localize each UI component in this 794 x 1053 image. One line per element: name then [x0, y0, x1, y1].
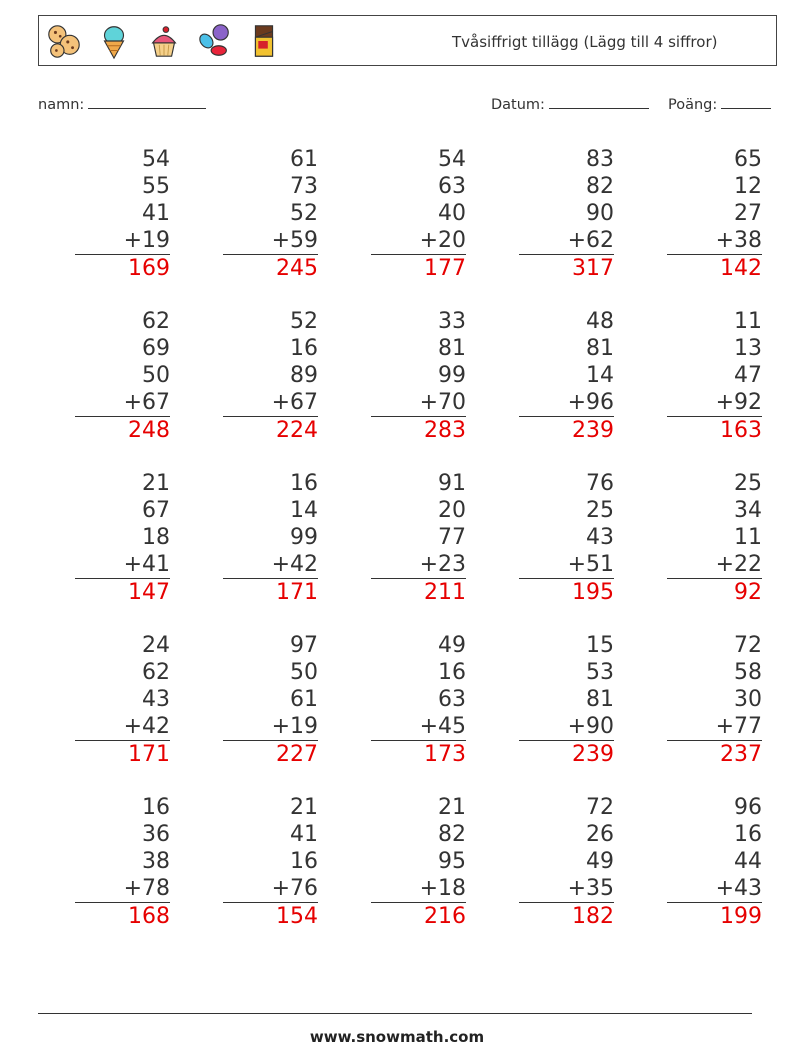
addition-problem — [371, 794, 466, 956]
addition-problem — [519, 470, 614, 632]
addend: 63 — [438, 174, 466, 199]
answer: 154 — [276, 904, 318, 929]
addition-problem — [223, 470, 318, 632]
addend: 63 — [438, 687, 466, 712]
addition-problem — [519, 632, 614, 794]
answer: 239 — [572, 418, 614, 443]
addend: 62 — [142, 660, 170, 685]
last-addend: +42 — [223, 551, 318, 579]
addend: 24 — [142, 633, 170, 658]
addition-problem — [371, 632, 466, 794]
addend: 48 — [586, 309, 614, 334]
addition-problem — [667, 794, 762, 956]
answer: 211 — [424, 580, 466, 605]
addend: 16 — [734, 822, 762, 847]
addend: 77 — [438, 525, 466, 550]
addend: 67 — [142, 498, 170, 523]
answer: 169 — [128, 256, 170, 281]
addend: 52 — [290, 309, 318, 334]
addend: 13 — [734, 336, 762, 361]
addition-problem — [223, 146, 318, 308]
addend: 34 — [734, 498, 762, 523]
answer: 142 — [720, 256, 762, 281]
last-addend: +76 — [223, 875, 318, 903]
last-addend: +77 — [667, 713, 762, 741]
addend: 54 — [142, 147, 170, 172]
answer: 163 — [720, 418, 762, 443]
footer-website: www.snowmath.com — [309, 1028, 485, 1046]
addend: 14 — [586, 363, 614, 388]
addend: 83 — [586, 147, 614, 172]
addend: 82 — [586, 174, 614, 199]
answer: 168 — [128, 904, 170, 929]
addend: 47 — [734, 363, 762, 388]
addend: 16 — [290, 471, 318, 496]
last-addend: +67 — [75, 389, 170, 417]
addend: 61 — [290, 687, 318, 712]
answer: 195 — [572, 580, 614, 605]
name-field[interactable] — [38, 94, 206, 113]
addend: 55 — [142, 174, 170, 199]
addend: 43 — [586, 525, 614, 550]
last-addend: +96 — [519, 389, 614, 417]
date-field[interactable] — [491, 94, 649, 113]
answer: 317 — [572, 256, 614, 281]
addition-problem — [667, 632, 762, 794]
addend: 50 — [142, 363, 170, 388]
last-addend: +20 — [371, 227, 466, 255]
addition-problem — [223, 794, 318, 956]
last-addend: +43 — [667, 875, 762, 903]
addend: 54 — [438, 147, 466, 172]
ice-cream-icon — [95, 22, 133, 60]
addend: 76 — [586, 471, 614, 496]
score-label: Poäng: — [668, 97, 718, 113]
date-label: Datum: — [491, 97, 545, 113]
last-addend: +51 — [519, 551, 614, 579]
addition-problem — [371, 308, 466, 470]
answer: 227 — [276, 742, 318, 767]
cupcake-icon — [145, 22, 183, 60]
addition-problem — [519, 308, 614, 470]
addition-problem — [519, 146, 614, 308]
addend: 30 — [734, 687, 762, 712]
answer: 216 — [424, 904, 466, 929]
last-addend: +41 — [75, 551, 170, 579]
answer: 147 — [128, 580, 170, 605]
addend: 73 — [290, 174, 318, 199]
addend: 44 — [734, 849, 762, 874]
addend: 43 — [142, 687, 170, 712]
header-box — [38, 15, 777, 66]
cookies-icon — [45, 22, 83, 60]
score-field[interactable] — [668, 94, 771, 113]
addend: 26 — [586, 822, 614, 847]
answer: 199 — [720, 904, 762, 929]
addend: 49 — [438, 633, 466, 658]
addend: 91 — [438, 471, 466, 496]
addition-problem — [667, 470, 762, 632]
addend: 14 — [290, 498, 318, 523]
addend: 16 — [290, 336, 318, 361]
last-addend: +90 — [519, 713, 614, 741]
answer: 237 — [720, 742, 762, 767]
last-addend: +45 — [371, 713, 466, 741]
last-addend: +23 — [371, 551, 466, 579]
last-addend: +78 — [75, 875, 170, 903]
addend: 81 — [586, 336, 614, 361]
addend: 33 — [438, 309, 466, 334]
addend: 41 — [142, 201, 170, 226]
addend: 25 — [734, 471, 762, 496]
addend: 40 — [438, 201, 466, 226]
addition-problem — [75, 794, 170, 956]
answer: 239 — [572, 742, 614, 767]
last-addend: +67 — [223, 389, 318, 417]
addend: 99 — [438, 363, 466, 388]
addend: 65 — [734, 147, 762, 172]
addend: 96 — [734, 795, 762, 820]
candy-icon — [195, 22, 233, 60]
addend: 50 — [290, 660, 318, 685]
last-addend: +92 — [667, 389, 762, 417]
addition-problem — [223, 308, 318, 470]
name-blank[interactable] — [88, 94, 206, 109]
last-addend: +70 — [371, 389, 466, 417]
name-label: namn: — [38, 97, 85, 113]
addend: 61 — [290, 147, 318, 172]
addend: 16 — [290, 849, 318, 874]
addition-problem — [519, 794, 614, 956]
chocolate-bar-icon — [245, 22, 283, 60]
last-addend: +62 — [519, 227, 614, 255]
addend: 12 — [734, 174, 762, 199]
answer: 283 — [424, 418, 466, 443]
addition-problem — [223, 632, 318, 794]
last-addend: +19 — [223, 713, 318, 741]
addend: 58 — [734, 660, 762, 685]
addend: 11 — [734, 309, 762, 334]
addend: 21 — [438, 795, 466, 820]
footer-divider — [38, 1013, 752, 1014]
addition-problem — [371, 146, 466, 308]
addition-problem — [371, 470, 466, 632]
answer: 224 — [276, 418, 318, 443]
addend: 72 — [586, 795, 614, 820]
addend: 82 — [438, 822, 466, 847]
addend: 90 — [586, 201, 614, 226]
answer: 248 — [128, 418, 170, 443]
addend: 41 — [290, 822, 318, 847]
worksheet-title: Tvåsiffrigt tillägg (Lägg till 4 siffror) — [452, 33, 718, 51]
addend: 21 — [142, 471, 170, 496]
addition-problem — [75, 470, 170, 632]
addend: 15 — [586, 633, 614, 658]
addend: 16 — [438, 660, 466, 685]
addend: 20 — [438, 498, 466, 523]
addition-problem — [75, 146, 170, 308]
last-addend: +38 — [667, 227, 762, 255]
addend: 62 — [142, 309, 170, 334]
addend: 97 — [290, 633, 318, 658]
addend: 81 — [586, 687, 614, 712]
addend: 81 — [438, 336, 466, 361]
addend: 25 — [586, 498, 614, 523]
addend: 52 — [290, 201, 318, 226]
addend: 53 — [586, 660, 614, 685]
addend: 99 — [290, 525, 318, 550]
last-addend: +42 — [75, 713, 170, 741]
last-addend: +59 — [223, 227, 318, 255]
score-blank[interactable] — [721, 94, 771, 109]
addend: 11 — [734, 525, 762, 550]
addend: 21 — [290, 795, 318, 820]
addition-problem — [667, 146, 762, 308]
addend: 27 — [734, 201, 762, 226]
answer: 171 — [128, 742, 170, 767]
answer: 171 — [276, 580, 318, 605]
addend: 72 — [734, 633, 762, 658]
answer: 177 — [424, 256, 466, 281]
addition-problem — [667, 308, 762, 470]
icon-strip — [45, 22, 283, 60]
addend: 16 — [142, 795, 170, 820]
addition-problem — [75, 632, 170, 794]
answer: 245 — [276, 256, 318, 281]
last-addend: +22 — [667, 551, 762, 579]
last-addend: +19 — [75, 227, 170, 255]
answer: 173 — [424, 742, 466, 767]
addend: 49 — [586, 849, 614, 874]
date-blank[interactable] — [549, 94, 649, 109]
answer: 182 — [572, 904, 614, 929]
answer: 92 — [734, 580, 762, 605]
last-addend: +35 — [519, 875, 614, 903]
addend: 38 — [142, 849, 170, 874]
problem-grid — [38, 146, 778, 956]
addend: 95 — [438, 849, 466, 874]
last-addend: +18 — [371, 875, 466, 903]
addend: 89 — [290, 363, 318, 388]
addend: 36 — [142, 822, 170, 847]
addend: 69 — [142, 336, 170, 361]
addition-problem — [75, 308, 170, 470]
addend: 18 — [142, 525, 170, 550]
